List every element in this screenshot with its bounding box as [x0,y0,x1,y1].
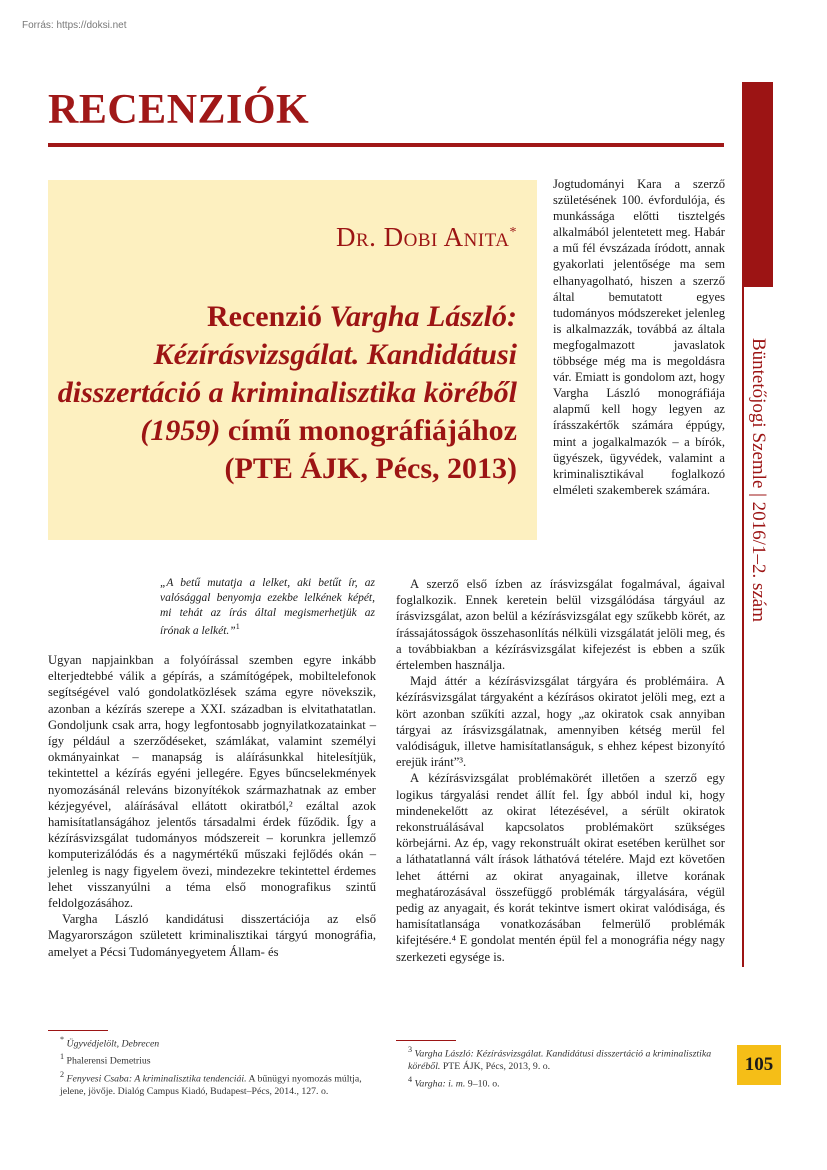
section-title: RECENZIÓK [48,87,310,133]
journal-label-text: Büntetőjogi Szemle | 2016/1–2. szám [747,337,769,623]
footnote [48,1033,378,1050]
title-prefix: Recenzió [207,300,330,333]
footnote-text: 9–10. o. [465,1078,500,1090]
footnote [48,1050,378,1067]
right-column [396,576,725,965]
footnote-italic: Fenyvesi Csaba: A kriminalisztika tendenciái. [66,1072,247,1084]
footnote-italic: Vargha: i. m. [414,1078,466,1090]
author-footnote-mark: * [509,225,517,240]
footnote [396,1043,725,1073]
footnote-mark: 4 [408,1075,413,1085]
footnote-mark: 2 [60,1069,65,1079]
paragraph: Majd áttér a kézírásvizsgálat tárgyára és problémáira. A kézírásvizsgálat tárgyaként a kézírásos okiratot jelöli meg, ezt a kört azonban szűkíti azzal, hogy „az okiratok csak annyiban tárgyai az írásvizsgálatnak, amennyiben kétség merül fel valódiságuk, illetve hamisítatlanságuk, s ehhez képest bizonyító erejük iránt”³. [396,674,725,770]
footnote [48,1068,378,1098]
page-number: 105 [737,1045,781,1085]
footnote-mark: * [60,1035,65,1044]
author-name [67,222,537,253]
footnote [396,1073,725,1090]
motto [160,576,375,639]
side-color-bar [742,82,773,287]
motto-footnote-mark: 1 [235,622,240,632]
motto-text: „A betű mutatja a lelket, aki betűt ír, az valósággal benyomja ezekbe lelkének képét, mi tehát az írás által megismerhetjük az írónak a lelkét.” [160,577,375,638]
footnote-mark: 3 [408,1045,413,1054]
footnotes-left [48,1030,378,1098]
footnote-rule [48,1030,108,1031]
footnote-text: A bűnügyi nyomozás múltja, jelene, jövője. Dialóg Campus Kiadó, Budapest–Pécs, 2014., 127. o. [60,1072,362,1097]
title-publisher: (PTE ÁJK, Pécs, 2013) [224,452,517,485]
footnote-text: Ügyvédjelölt, Debrecen [66,1038,160,1050]
paragraph: A szerző első ízben az írásvizsgálat fogalmával, ágaival foglalkozik. Ennek keretein belül vizsgálódása tárgyául az írásvizsgálat, azon belül a kézírásvizsgálat egy szűkebb körét, az írássajátosságok összehasonlítás nélküli vizsgálatát jelöli meg, és a továbbiakban a kézírásvizsgálat kifejezést is ebben a szűk értelemben használja. [396,577,725,673]
left-column [48,652,376,960]
author-text: Dr. Dobi Anita [335,222,510,252]
title-suffix: című monográfiájához [220,414,517,447]
footnote-mark: 1 [60,1052,65,1062]
title-italic: Vargha László: Kézírásvizsgálat. Kandidátusi disszertáció a kriminalisztika köréből (1959) [57,300,517,447]
top-right-text: Jogtudományi Kara a szerző születésének 100. évfordulója, és munkássága előtti tisztelgés alkalmából jelentetett meg. Habár a mű fél évszázada íródott, annak gyakorlati jelentősége ma sem elhanyagolható, hiszen a szerző által bemutatott egyes tudományos módszereket jelenleg is alkalmazzák, továbbá az általa megfogalmazott javaslatok többsége még ma is megoldásra vár. Emiatt is gondolom azt, hogy Vargha László monográfiája alapmű kell hogy legyen az írásszakértők számára éppúgy, mint a jogalkalmazók – a bírók, ügyészek, ügyvédek, valamint a kriminalisztikával foglalkozó elméleti szakemberek számára. [553,177,725,497]
paragraph: A kézírásvizsgálat problémakörét illetően a szerző egy logikus tárgyalási rendet állít fel. Így abból indul ki, hogy mindenekelőtt az okirat létezésével, a sérült okiratok rekonstruálásával kapcsolatos problémakört szükséges körbejárni. Az ép, vagy rekonstruált okirat esetében kerülhet sor a láthatatlanná vált írások láthatóvá tételére. Majd ezt követően lehet áttérni az okirat anyagainak, illetve korának meghatározásával összefüggő problémák tárgyalására, végül pedig az anyagait, és korát tekintve ismert okirat valódisága, és hamisítatlansága vonatkozásában felmerülő problémák kifejtésére.⁴ E gondolat mentén épül fel a monográfia négy nagy szerkezeti egysége is. [396,771,725,964]
footnote-rule [396,1040,456,1041]
footnote-text: Phalerensi Demetrius [66,1055,151,1067]
footnote-text: PTE ÁJK, Pécs, 2013, 9. o. [440,1061,551,1073]
title-rule [48,143,724,147]
paragraph: Ugyan napjainkban a folyóírással szemben egyre inkább elterjedtebbé válik a gépírás, a számítógépek, mobiltelefonok segítségével való gondolatközlések száma egyre növekszik, azonban a kézírás szerepe a XXI. században is elvitathatatlan. Gondoljunk csak arra, hogy legfontosabb jognyilatkozatainkat – így például a szerződéseket, számlákat, valamint személyi okmányainkat – manapság is aláírásunkkal hitelesítjük, tekintettel a kézírás egyéni jellegére. Egyes bűncselekmények nyomozásánál releváns bizonyítékok származhatnak az ember kézjegyével, aláírásával ellátott okiratból,² ezáltal azok hamisítatlanságához jelentős társadalmi érdek fűződik. Így a kézírásvizsgálat tudományos módszereit – korunkra jellemző komputerizálódás és a nagymértékű műszaki fejlődés okán – jelenleg is nagy figyelem övezi, mindezekre tekintettel érdemes lehet visszanyúlni a téma első monografikus szintű feldolgozásához. [48,653,376,911]
article-title [48,298,517,488]
footnote-italic: Vargha László: Kézírásvizsgálat. Kandidátusi disszertáció a kriminalisztika köréből. [408,1048,712,1073]
footnotes-right [396,1040,725,1091]
article-header [48,180,537,540]
paragraph: Vargha László kandidátusi disszertációja az első Magyarországon született kriminalisztikai tárgyú monográfia, amelyet a Pécsi Tudományegyetem Állam- és [48,912,376,959]
journal-label [742,300,773,660]
source-note: Forrás: https://doksi.net [22,20,127,31]
